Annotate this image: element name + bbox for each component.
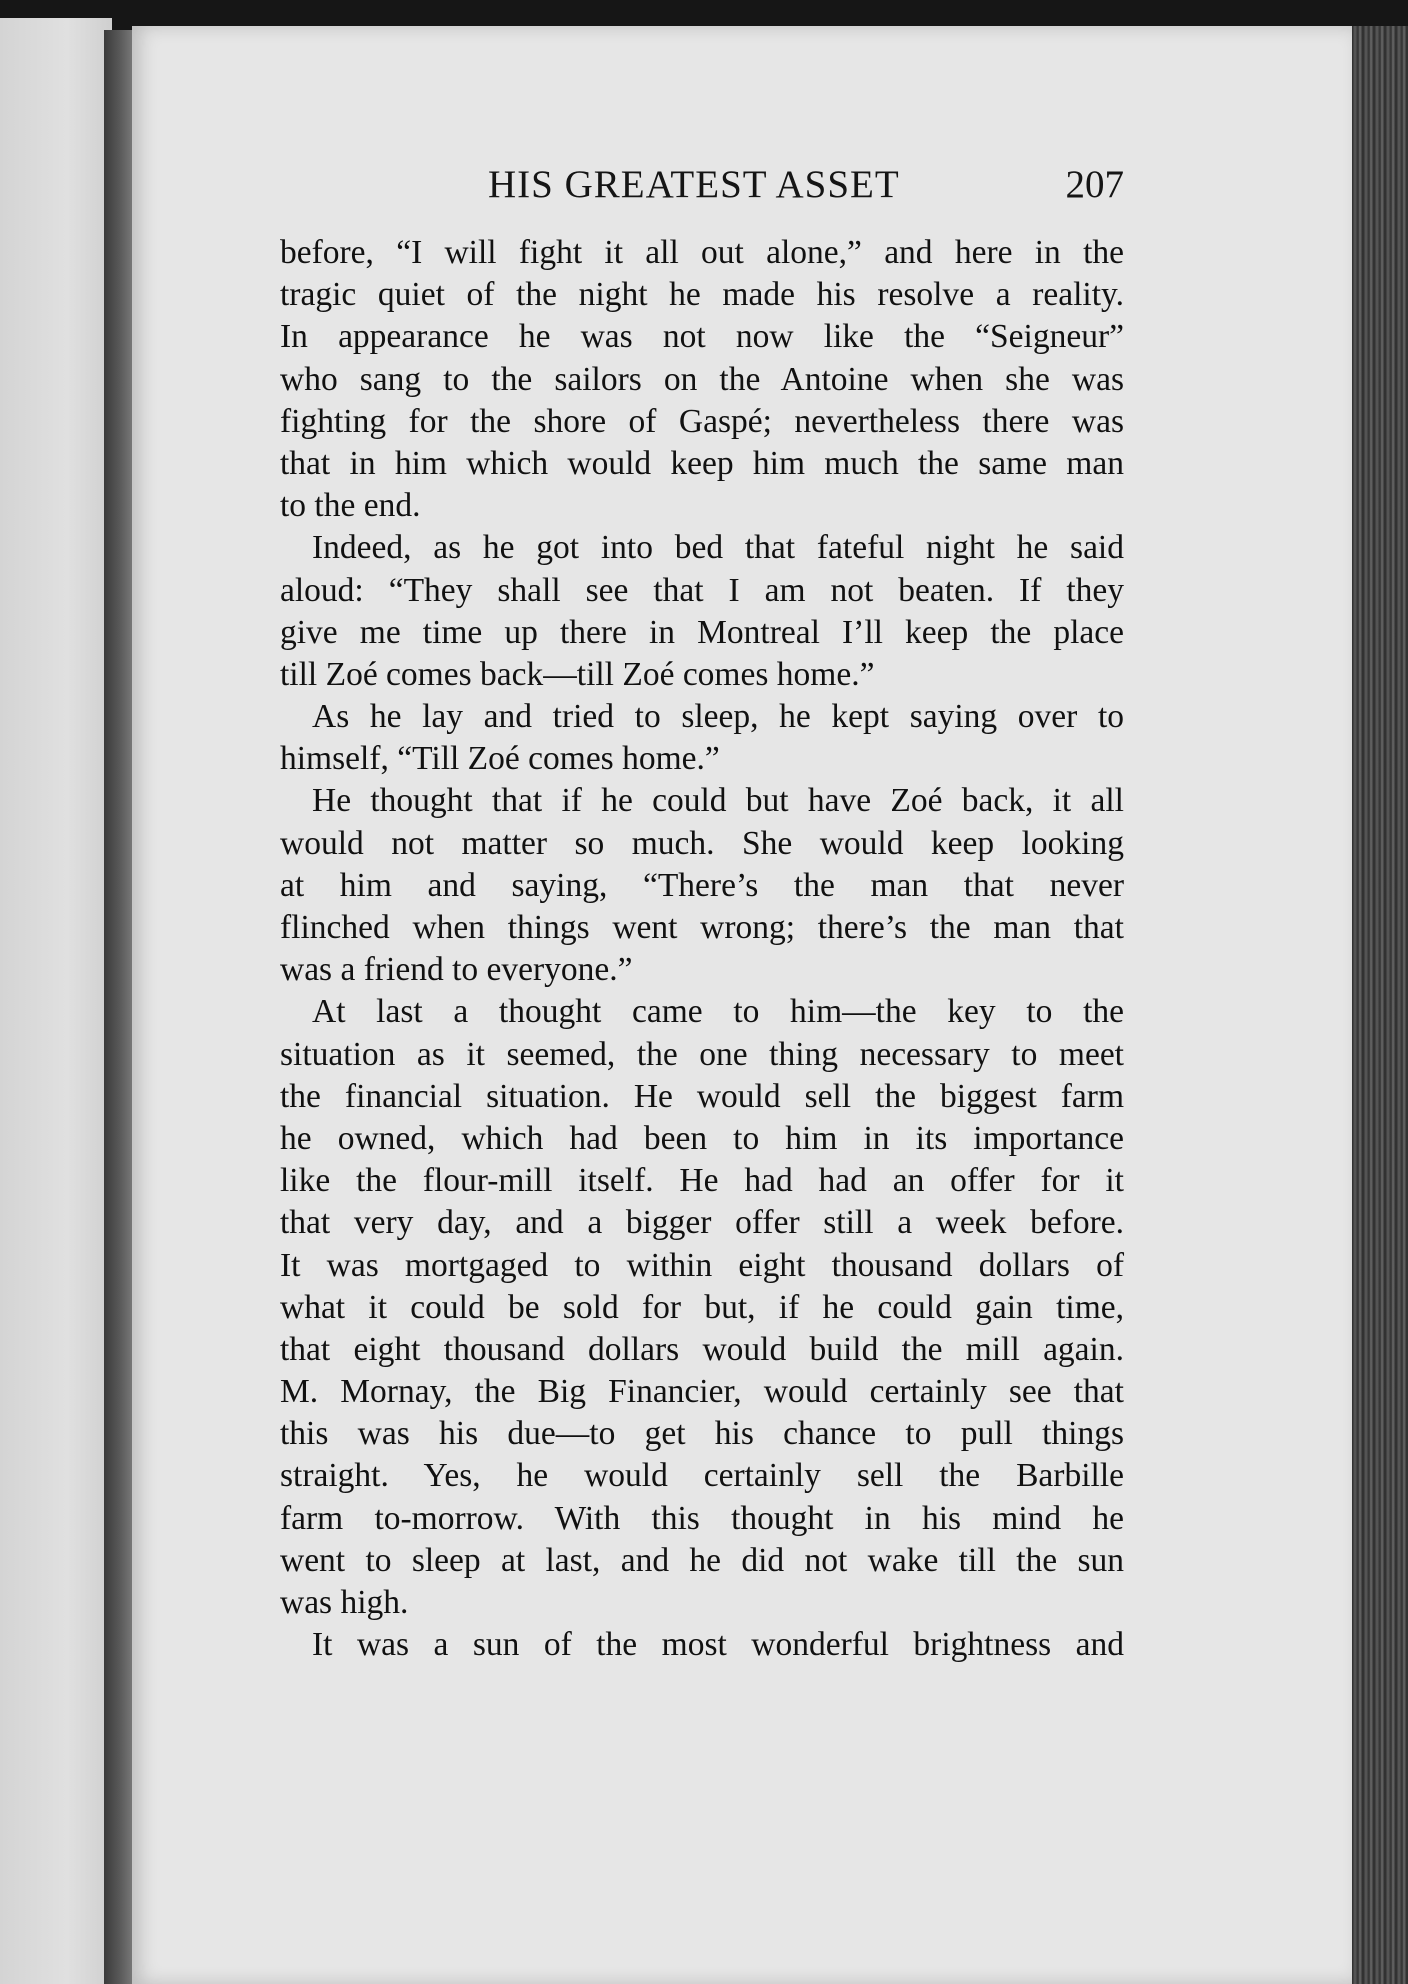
page-number: 207: [1065, 163, 1124, 206]
text-line: was high.: [280, 1584, 409, 1621]
text-line: As he lay and tried to sleep, he kept saying over to: [312, 698, 1124, 736]
text-line: was a friend to everyone.”: [280, 951, 633, 989]
text-line: the financial situation. He would sell the biggest farm: [280, 1077, 1124, 1115]
text-line: like the flour-mill itself. He had had an offer for it: [280, 1162, 1124, 1200]
text-line: this was his due—to get his chance to pull things: [280, 1415, 1124, 1453]
text-line: He thought that if he could but have Zoé back, it all: [312, 782, 1124, 820]
text-line: would not matter so much. She would keep looking: [280, 824, 1124, 862]
text-line: farm to-morrow. With this thought in his mind he: [280, 1499, 1124, 1537]
running-title: HIS GREATEST ASSET: [488, 163, 900, 206]
text-line: till Zoé comes back—till Zoé comes home.”: [280, 655, 875, 693]
text-line: that in him which would keep him much the same man: [280, 444, 1124, 482]
text-line: Indeed, as he got into bed that fateful night he said: [312, 529, 1124, 567]
text-line: to the end.: [280, 487, 421, 525]
text-line: situation as it seemed, the one thing necessary to meet: [280, 1035, 1124, 1073]
text-line: himself, “Till Zoé comes home.”: [280, 740, 720, 778]
text-line: that eight thousand dollars would build the mill again.: [280, 1330, 1124, 1368]
text-line: went to sleep at last, and he did not wake till the sun: [280, 1541, 1124, 1579]
text-line: At last a thought came to him—the key to the: [312, 993, 1124, 1031]
page-stack-edge: [1352, 26, 1408, 1984]
facing-page-edge: [0, 18, 112, 1984]
text-line: It was a sun of the most wonderful brightness and: [312, 1626, 1124, 1664]
text-line: In appearance he was not now like the “Seigneur”: [280, 318, 1124, 356]
running-header: [280, 162, 1124, 214]
text-line: give me time up there in Montreal I’ll keep the place: [280, 613, 1124, 651]
text-line: It was mortgaged to within eight thousand dollars of: [280, 1246, 1124, 1284]
text-line: flinched when things went wrong; there’s the man that: [280, 909, 1124, 946]
text-line: that very day, and a bigger offer still a week before.: [280, 1204, 1124, 1242]
text-line: he owned, which had been to him in its importance: [280, 1119, 1124, 1157]
text-line: at him and saying, “There’s the man that never: [280, 866, 1124, 904]
text-line: fighting for the shore of Gaspé; nevertheless there was: [280, 402, 1124, 440]
text-line: aloud: “They shall see that I am not beaten. If they: [280, 571, 1124, 609]
text-line: who sang to the sailors on the Antoine when she was: [280, 360, 1124, 398]
text-line: what it could be sold for but, if he could gain time,: [280, 1288, 1124, 1326]
text-line: M. Mornay, the Big Financier, would certainly see that: [280, 1373, 1124, 1411]
text-line: before, “I will fight it all out alone,” and here in the: [280, 234, 1124, 271]
text-line: tragic quiet of the night he made his resolve a reality.: [280, 276, 1124, 314]
body-text: [280, 232, 1124, 1666]
text-line: straight. Yes, he would certainly sell the Barbille: [280, 1457, 1124, 1495]
